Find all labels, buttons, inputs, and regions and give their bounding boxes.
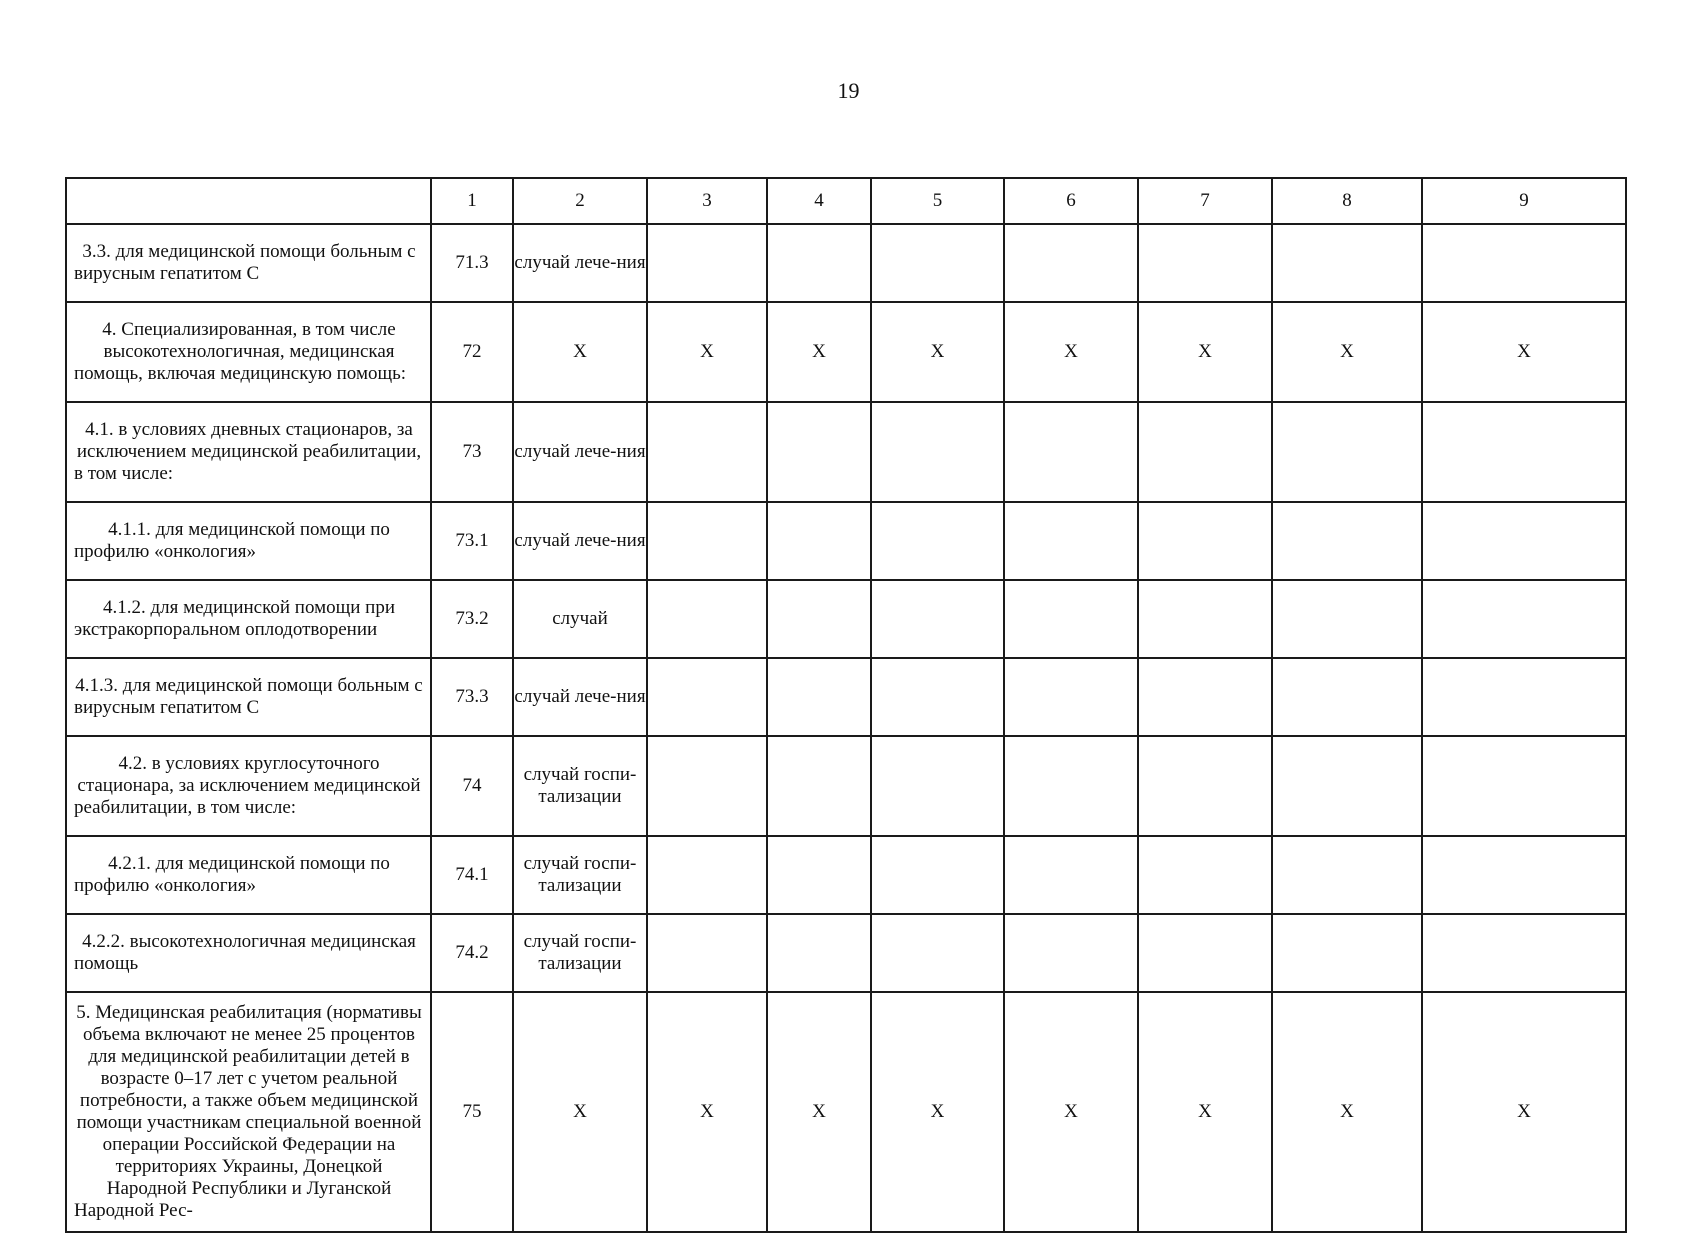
row-description: 4.1. в условиях дневных стационаров, за исключением медицинской реабилитации, в том числе: (66, 402, 431, 502)
value-cell: X (767, 302, 871, 402)
column-header: 8 (1272, 178, 1422, 224)
value-cell (767, 836, 871, 914)
value-cell (1272, 224, 1422, 302)
row-code: 74.2 (431, 914, 513, 992)
unit-of-measure: случай госпи-тализации (513, 736, 647, 836)
table-row (66, 502, 1626, 580)
row-description: 4.2.1. для медицинской помощи по профилю «онкология» (66, 836, 431, 914)
row-description: 5. Медицинская реабилитация (нормативы объема включают не менее 25 процентов для медицинской реабилитации детей в возрасте 0–17 лет с учетом реальной потребности, а также объем медицинской помощи участникам специальной военной операции Российской Федерации на территориях Украины, Донецкой Народной Республики и Луганской Народной Рес- (66, 992, 431, 1232)
value-cell (647, 658, 767, 736)
value-cell (767, 736, 871, 836)
column-header: 2 (513, 178, 647, 224)
table-row (66, 658, 1626, 736)
row-description: 4.2. в условиях круглосуточного стационара, за исключением медицинской реабилитации, в том числе: (66, 736, 431, 836)
unit-of-measure: случай лече-ния (513, 658, 647, 736)
value-cell (871, 914, 1004, 992)
value-cell (1422, 658, 1626, 736)
value-cell (1422, 736, 1626, 836)
column-header: 3 (647, 178, 767, 224)
value-cell (1422, 836, 1626, 914)
value-cell (1272, 658, 1422, 736)
value-cell (871, 658, 1004, 736)
value-cell (647, 836, 767, 914)
column-header: 6 (1004, 178, 1138, 224)
table-row (66, 992, 1626, 1232)
value-cell: X (871, 302, 1004, 402)
unit-of-measure: случай лече-ния (513, 502, 647, 580)
value-cell (1422, 402, 1626, 502)
value-cell (1004, 836, 1138, 914)
value-cell (1138, 736, 1272, 836)
value-cell (767, 658, 871, 736)
value-cell (871, 836, 1004, 914)
value-cell (1272, 502, 1422, 580)
value-cell (647, 736, 767, 836)
value-cell (1422, 580, 1626, 658)
column-header: 7 (1138, 178, 1272, 224)
value-cell (1272, 736, 1422, 836)
table-row (66, 914, 1626, 992)
value-cell (1004, 658, 1138, 736)
value-cell (1138, 836, 1272, 914)
value-cell: X (1422, 302, 1626, 402)
row-code: 71.3 (431, 224, 513, 302)
column-header (66, 178, 431, 224)
row-code: 73 (431, 402, 513, 502)
table-row (66, 402, 1626, 502)
value-cell (647, 224, 767, 302)
value-cell (647, 914, 767, 992)
value-cell (871, 580, 1004, 658)
value-cell (1004, 580, 1138, 658)
value-cell (1138, 580, 1272, 658)
value-cell (1272, 836, 1422, 914)
value-cell: X (1272, 302, 1422, 402)
table-row (66, 736, 1626, 836)
value-cell (767, 402, 871, 502)
value-cell (767, 914, 871, 992)
value-cell (1138, 914, 1272, 992)
value-cell (1272, 580, 1422, 658)
column-number-row (66, 178, 1626, 224)
value-cell (647, 502, 767, 580)
value-cell (871, 502, 1004, 580)
value-cell (871, 402, 1004, 502)
value-cell (1004, 224, 1138, 302)
row-code: 75 (431, 992, 513, 1232)
table-row (66, 302, 1626, 402)
column-header: 9 (1422, 178, 1626, 224)
value-cell (1004, 914, 1138, 992)
value-cell (1004, 402, 1138, 502)
value-cell: X (1272, 992, 1422, 1232)
page-number: 19 (837, 78, 860, 103)
value-cell (871, 736, 1004, 836)
unit-of-measure: X (513, 302, 647, 402)
value-cell (767, 580, 871, 658)
row-code: 74 (431, 736, 513, 836)
row-description: 4.2.2. высокотехнологичная медицинская помощь (66, 914, 431, 992)
value-cell (647, 402, 767, 502)
unit-of-measure: случай лече-ния (513, 402, 647, 502)
value-cell (1004, 502, 1138, 580)
table-row (66, 580, 1626, 658)
value-cell: X (647, 992, 767, 1232)
row-code: 72 (431, 302, 513, 402)
value-cell: X (1138, 302, 1272, 402)
unit-of-measure: X (513, 992, 647, 1232)
unit-of-measure: случай госпи-тализации (513, 914, 647, 992)
value-cell (1422, 224, 1626, 302)
value-cell: X (871, 992, 1004, 1232)
volume-norms-table (65, 177, 1627, 1233)
unit-of-measure: случай госпи-тализации (513, 836, 647, 914)
value-cell (1422, 502, 1626, 580)
row-code: 74.1 (431, 836, 513, 914)
value-cell (1004, 736, 1138, 836)
column-header: 5 (871, 178, 1004, 224)
column-header: 1 (431, 178, 513, 224)
value-cell: X (1004, 302, 1138, 402)
value-cell: X (647, 302, 767, 402)
value-cell (1138, 658, 1272, 736)
value-cell (1138, 402, 1272, 502)
value-cell (1272, 914, 1422, 992)
unit-of-measure: случай лече-ния (513, 224, 647, 302)
row-description: 4.1.2. для медицинской помощи при экстракорпоральном оплодотворении (66, 580, 431, 658)
value-cell (1422, 914, 1626, 992)
row-description: 4.1.3. для медицинской помощи больным с вирусным гепатитом С (66, 658, 431, 736)
unit-of-measure: случай (513, 580, 647, 658)
value-cell (871, 224, 1004, 302)
row-code: 73.2 (431, 580, 513, 658)
value-cell: X (1004, 992, 1138, 1232)
value-cell (1272, 402, 1422, 502)
value-cell (647, 580, 767, 658)
value-cell: X (1138, 992, 1272, 1232)
value-cell (767, 502, 871, 580)
column-header: 4 (767, 178, 871, 224)
value-cell: X (1422, 992, 1626, 1232)
row-description: 4. Специализированная, в том числе высокотехнологичная, медицинская помощь, включая медицинскую помощь: (66, 302, 431, 402)
value-cell: X (767, 992, 871, 1232)
table-row (66, 836, 1626, 914)
row-code: 73.1 (431, 502, 513, 580)
value-cell (767, 224, 871, 302)
row-code: 73.3 (431, 658, 513, 736)
table-row (66, 224, 1626, 302)
value-cell (1138, 502, 1272, 580)
row-description: 4.1.1. для медицинской помощи по профилю «онкология» (66, 502, 431, 580)
value-cell (1138, 224, 1272, 302)
row-description: 3.3. для медицинской помощи больным с вирусным гепатитом С (66, 224, 431, 302)
